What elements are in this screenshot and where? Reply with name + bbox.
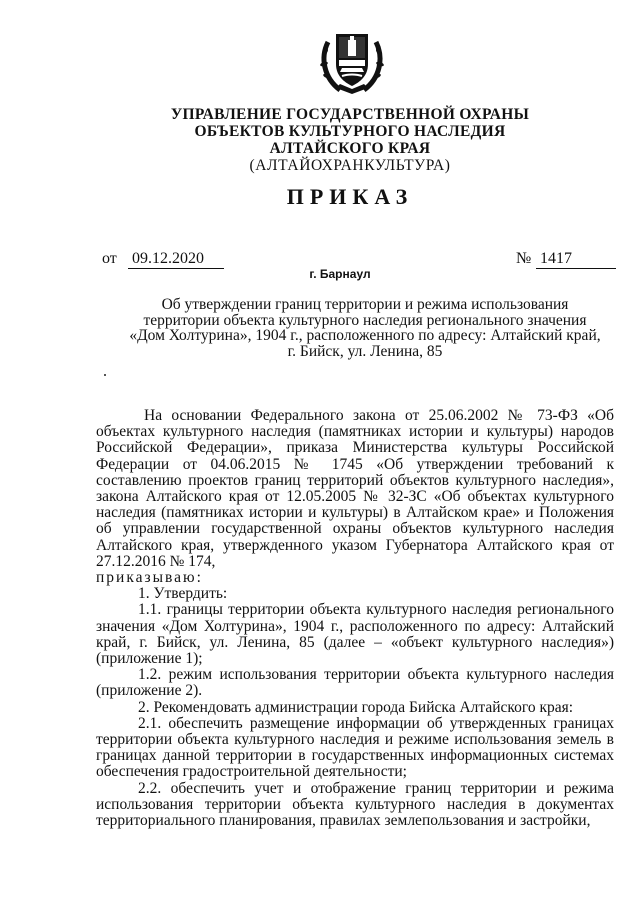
org-name-line: УПРАВЛЕНИЕ ГОСУДАРСТВЕННОЙ ОХРАНЫ	[170, 106, 530, 123]
intro-paragraph: На основании Федерального закона от 25.06.2002 № 73-ФЗ «Об объектах культурного наследия (памятниках истории и культуры) народов Российской Федерации», приказа Министерства культуры Российской Федерации от 04.06.2015 № 1745 «Об утверждении требований к составлению проектов границ территорий объектов культурного наследия», закона Алтайского края от 12.05.2005 № 32-ЗС «Об объектах культурного наследия (памятниках истории и культуры) в Алтайском крае» и Положения об управлении государственной охраны объектов культурного наследия Алтайского края, утвержденного указом Губернатора Алтайского края от 27.12.2016 № 174,	[96, 407, 614, 570]
org-short-name: (АЛТАЙОХРАНКУЛЬТУРА)	[249, 157, 451, 174]
item-2: 2. Рекомендовать администрации города Бийска Алтайского края:	[138, 698, 574, 716]
number-prefix: №	[516, 250, 532, 267]
item-1: 1. Утвердить:	[138, 585, 228, 603]
date-prefix: от	[102, 250, 117, 267]
city-label: г. Барнаул	[309, 267, 371, 281]
coat-of-arms-icon	[318, 24, 386, 96]
order-word: приказываю:	[96, 569, 203, 587]
item-1-1: 1.1. границы территории объекта культурного наследия регионального значения «Дом Холтурина», 1904 г., расположенного по адресу: Алтайский край, г. Бийск, ул. Ленина, 85 (далее – «объект культурного наследия») (приложение 1);	[96, 601, 614, 668]
document-subject: Об утверждении границ территории и режима использования территории объекта культурного наследия регионального значения «Дом Холтурина», 1904 г., расположенного по адресу: Алтайский край, г. Бийск, ул. Ленина, 85	[129, 296, 601, 360]
scan-dot	[104, 374, 106, 376]
body-paragraphs	[96, 408, 614, 829]
org-name-line: АЛТАЙСКОГО КРАЯ	[269, 140, 431, 157]
item-2-1: 2.1. обеспечить размещение информации об утвержденных границах территории объекта культурного наследия и режиме использования земель в границах данной территории в государственных информационных системах обеспечения градостроительной деятельности;	[96, 714, 614, 781]
item-1-2: 1.2. режим использования территории объекта культурного наследия (приложение 2).	[96, 666, 614, 700]
document-title: ПРИКАЗ	[286, 184, 414, 209]
document-date: 09.12.2020	[128, 250, 224, 269]
org-name-line: ОБЪЕКТОВ КУЛЬТУРНОГО НАСЛЕДИЯ	[194, 123, 506, 140]
item-2-2: 2.2. обеспечить учет и отображение границ территории и режима использования территории объекта культурного наследия в документах территориального планирования, правилах землепользования и застройки,	[96, 779, 614, 830]
document-number: 1417	[536, 250, 616, 269]
